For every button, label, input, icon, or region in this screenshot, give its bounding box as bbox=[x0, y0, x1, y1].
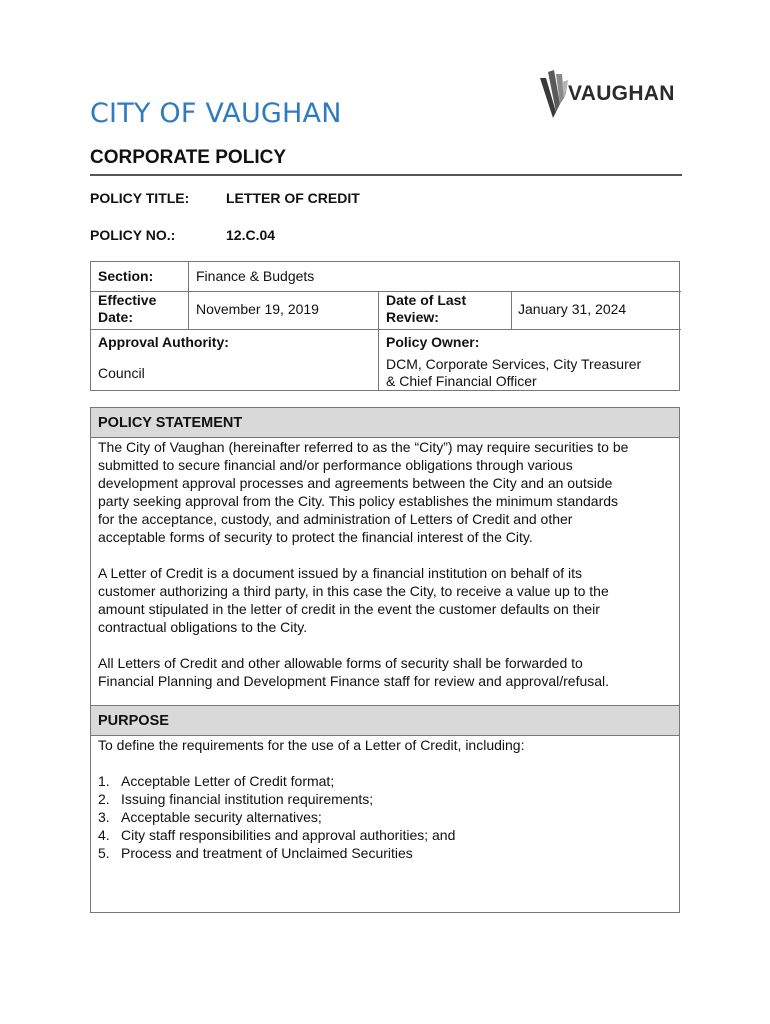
approval-authority-value: Council bbox=[98, 365, 145, 381]
purpose-heading: PURPOSE bbox=[91, 706, 679, 736]
statement-paragraph: All Letters of Credit and other allowable forms of security shall be forwarded to Financial Planning and Development Finance staff for review and approval/refusal. bbox=[98, 655, 610, 689]
statement-paragraph: The City of Vaughan (hereinafter referred to as the “City”) may require securities to be submitted to secure financial and/or performance obligations through various development approval processes and agreements between the City and an outside party seeking approval from the City. This policy establishes the minimum standards for the acceptance, custody, and administration of Letters of Credit and other acceptable forms of security to protect the financial interest of the City. bbox=[98, 439, 629, 545]
list-item: 5. Process and treatment of Unclaimed Securities bbox=[98, 845, 413, 861]
policy-owner-label: Policy Owner: bbox=[386, 334, 480, 350]
purpose-intro: To define the requirements for the use of a Letter of Credit, including: bbox=[98, 737, 525, 753]
section-label: Section: bbox=[98, 268, 154, 284]
policy-title-value: LETTER OF CREDIT bbox=[226, 190, 360, 206]
city-logo bbox=[540, 70, 682, 120]
list-item: 2. Issuing financial institution requirements; bbox=[98, 791, 374, 807]
list-item: 3. Acceptable security alternatives; bbox=[98, 809, 322, 825]
policy-number-value: 12.C.04 bbox=[226, 227, 276, 243]
vaughan-chevron-logo-icon bbox=[540, 70, 570, 120]
policy-statement-body bbox=[91, 438, 679, 690]
statement-paragraph: A Letter of Credit is a document issued by a financial institution on behalf of its customer authorizing a third party, in this case the City, to receive a value up to the amount stipulated in the letter of credit in the event the customer defaults on their contractual obligations to the City. bbox=[98, 565, 609, 635]
table-divider bbox=[188, 262, 189, 329]
table-divider bbox=[91, 329, 681, 330]
policy-number-label: POLICY NO.: bbox=[90, 227, 176, 243]
last-review-value: January 31, 2024 bbox=[518, 301, 627, 317]
policy-statement-section bbox=[90, 407, 680, 707]
policy-statement-heading: POLICY STATEMENT bbox=[91, 408, 679, 438]
requirements-list bbox=[98, 772, 672, 862]
purpose-body bbox=[91, 736, 679, 862]
section-value: Finance & Budgets bbox=[196, 268, 315, 284]
last-review-label: Date of Last Review: bbox=[386, 292, 467, 325]
document-type-heading: CORPORATE POLICY bbox=[90, 147, 286, 168]
effective-date-label: Effective Date: bbox=[98, 292, 157, 325]
effective-date-value: November 19, 2019 bbox=[196, 301, 319, 317]
approval-authority-label: Approval Authority: bbox=[98, 334, 229, 350]
policy-owner-value: DCM, Corporate Services, City Treasurer & Chief Financial Officer bbox=[386, 356, 642, 389]
heading-divider bbox=[90, 174, 682, 176]
table-divider bbox=[378, 291, 379, 391]
policy-title-label: POLICY TITLE: bbox=[90, 190, 190, 206]
logo-text: VAUGHAN bbox=[568, 82, 675, 105]
organization-title: CITY OF VAUGHAN bbox=[90, 98, 342, 129]
list-item: 1. Acceptable Letter of Credit format; bbox=[98, 773, 335, 789]
table-divider bbox=[511, 291, 512, 329]
purpose-section bbox=[90, 705, 680, 913]
policy-info-table bbox=[90, 261, 680, 391]
list-item: 4. City staff responsibilities and approval authorities; and bbox=[98, 827, 456, 843]
